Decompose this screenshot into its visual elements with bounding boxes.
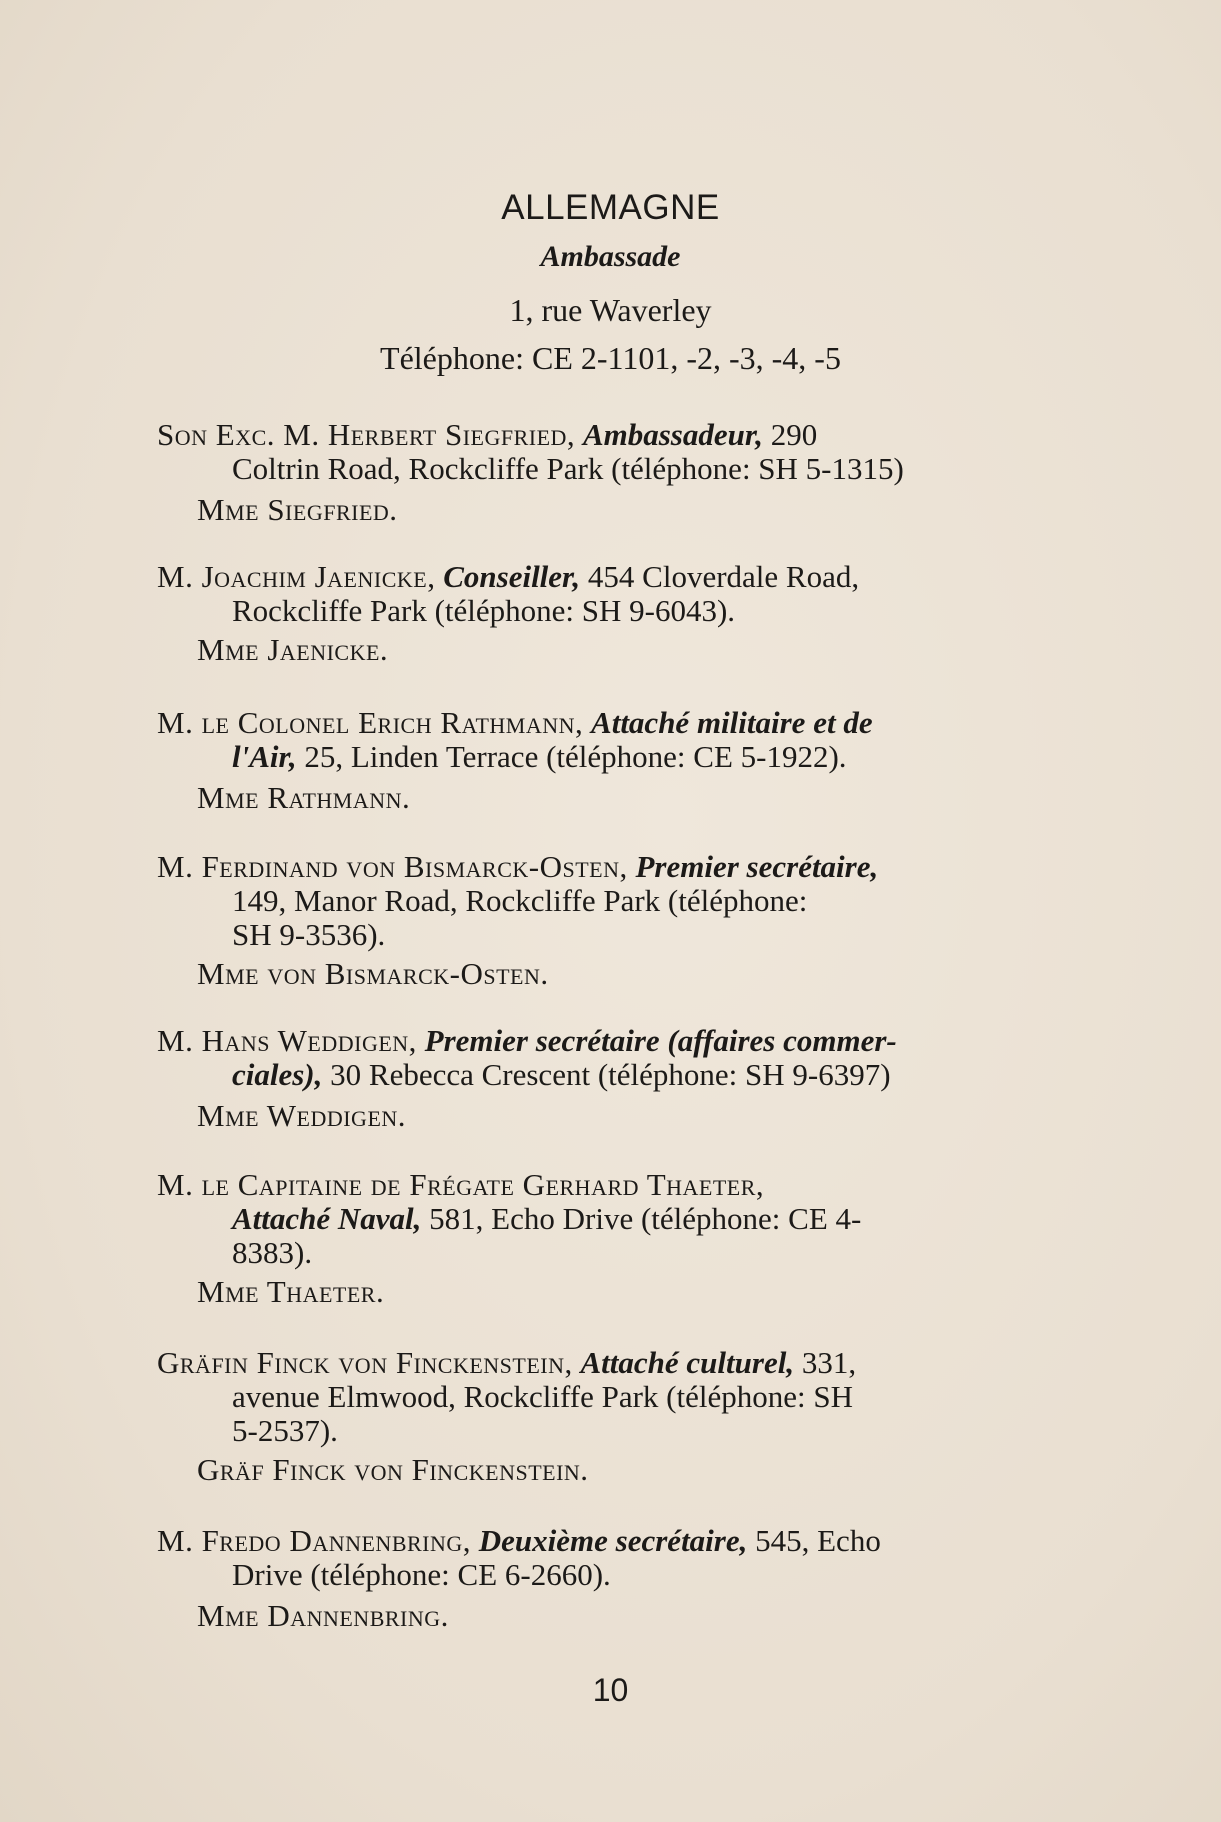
country-heading: ALLEMAGNE [501, 188, 720, 227]
diplomat-title: Attaché militaire et de [591, 705, 873, 740]
spouse: Mme Rathmann. [197, 780, 411, 815]
diplomat-entry [157, 706, 1065, 774]
spouse: Gräf Finck von Finckenstein. [197, 1452, 589, 1487]
diplomat-name: M. Ferdinand von Bismarck-Osten, [157, 849, 628, 884]
diplomat-title: Deuxième secrétaire, [478, 1523, 748, 1558]
entry-address-cont: SH 9-3536). [232, 917, 386, 952]
entry-address: Coltrin Road, Rockcliffe Park (téléphone: SH 5-1315) [232, 451, 904, 486]
entry-address: Drive (téléphone: CE 6-2660). [232, 1557, 611, 1592]
entry-address: 149, Manor Road, Rockcliffe Park (téléphone: [232, 883, 808, 918]
diplomat-name: M. le Capitaine de Frégate Gerhard Thaeter, [157, 1167, 765, 1202]
entry-address-cont: 8383). [232, 1235, 313, 1270]
diplomat-title: Premier secrétaire (affaires commer- [424, 1023, 897, 1058]
entry-address: Rockcliffe Park (téléphone: SH 9-6043). [232, 593, 736, 628]
entry-address: 25, Linden Terrace (téléphone: CE 5-1922). [304, 739, 847, 774]
entry-address: avenue Elmwood, Rockcliffe Park (téléphone: SH [232, 1379, 853, 1414]
spouse: Mme Dannenbring. [197, 1598, 449, 1633]
mission-telephone: Téléphone: CE 2-1101, -2, -3, -4, -5 [380, 340, 841, 376]
diplomat-entry [157, 418, 1065, 486]
page-number: 10 [592, 1672, 629, 1708]
diplomat-entry [157, 1168, 1065, 1270]
spouse: Mme Jaenicke. [197, 632, 389, 667]
diplomat-entry [157, 850, 1065, 952]
entry-text: 545, Echo [755, 1523, 881, 1558]
diplomat-entry [157, 1024, 1065, 1092]
entry-address: 30 Rebecca Crescent (téléphone: SH 9-6397) [330, 1057, 891, 1092]
entry-text: 454 Cloverdale Road, [587, 559, 860, 594]
diplomat-name: M. le Colonel Erich Rathmann, [157, 705, 584, 740]
diplomat-title: Ambassadeur, [582, 417, 763, 452]
entry-text: 290 [770, 417, 818, 452]
diplomat-name: M. Fredo Dannenbring, [157, 1523, 472, 1558]
diplomat-name: Son Exc. M. Herbert Siegfried, [157, 417, 576, 452]
diplomat-name: Gräfin Finck von Finckenstein, [157, 1345, 573, 1380]
diplomat-title: Attaché culturel, [580, 1345, 795, 1380]
diplomat-entry [157, 1524, 1065, 1592]
spouse: Mme von Bismarck-Osten. [197, 956, 549, 991]
diplomat-name: M. Hans Weddigen, [157, 1023, 417, 1058]
entry-text: 331, [801, 1345, 857, 1380]
mission-address: 1, rue Waverley [509, 292, 712, 328]
spouse: Mme Thaeter. [197, 1274, 385, 1309]
diplomat-title: Premier secrétaire, [635, 849, 879, 884]
diplomat-entry [157, 560, 1065, 628]
diplomat-title-cont: l'Air, [232, 739, 297, 774]
diplomat-title-cont: Attaché Naval, [232, 1201, 422, 1236]
diplomat-name: M. Joachim Jaenicke, [157, 559, 436, 594]
diplomat-title: Conseiller, [443, 559, 581, 594]
diplomat-entry [157, 1346, 1065, 1448]
spouse: Mme Weddigen. [197, 1098, 407, 1133]
diplomat-title-cont: ciales), [232, 1057, 323, 1092]
mission-type: Ambassade [540, 240, 681, 273]
entry-address: 581, Echo Drive (téléphone: CE 4- [429, 1201, 862, 1236]
entry-address-cont: 5-2537). [232, 1413, 338, 1448]
spouse: Mme Siegfried. [197, 492, 398, 527]
